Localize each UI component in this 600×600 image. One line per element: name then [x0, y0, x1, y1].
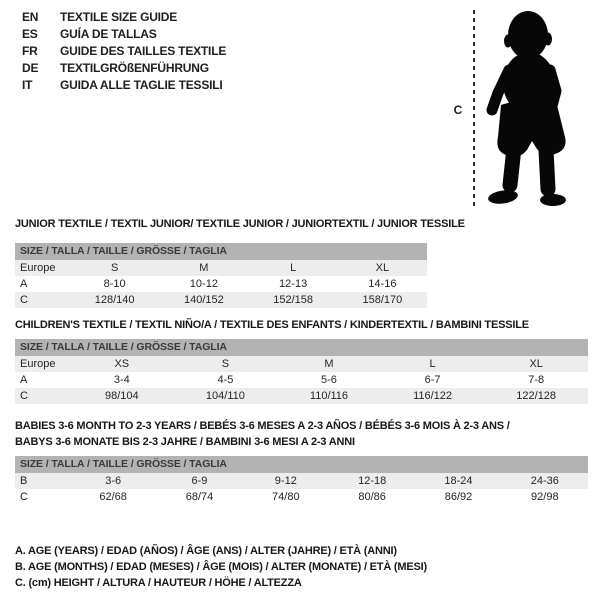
language-row — [22, 60, 226, 77]
babies-title-line-2: BABYS 3-6 MONATE BIS 2-3 JAHRE / BAMBINI 3-6 MESI A 2-3 ANNI — [15, 436, 355, 448]
age-value: 5-6 — [321, 374, 337, 386]
height-value: 74/80 — [272, 491, 300, 503]
height-value: 140/152 — [183, 294, 224, 306]
height-value: 158/170 — [362, 294, 403, 306]
table-row-europe — [15, 356, 588, 372]
table-row-age — [15, 276, 427, 292]
table-row-height — [15, 388, 588, 404]
table-row-height — [15, 292, 427, 308]
language-code: FR — [22, 44, 38, 58]
junior-table-title: JUNIOR TEXTILE / TEXTIL JUNIOR/ TEXTILE JUNIOR / JUNIORTEXTIL / JUNIOR TESSILE — [15, 218, 465, 230]
size-value: L — [429, 358, 436, 370]
row-label: A — [20, 374, 28, 386]
height-measure-dashed-line — [473, 10, 475, 207]
language-code: DE — [22, 61, 39, 75]
guide-title: GUIDA ALLE TAGLIE TESSILI — [60, 78, 223, 92]
age-value: 6-7 — [424, 374, 441, 386]
months-value: 18-24 — [444, 475, 473, 487]
guide-title: GUÍA DE TALLAS — [60, 27, 157, 41]
table-row-months — [15, 473, 588, 489]
row-label: C — [20, 294, 28, 306]
legend-footnotes — [15, 543, 427, 591]
row-label: C — [20, 491, 28, 503]
height-value: 80/86 — [358, 491, 386, 503]
language-code: EN — [22, 10, 39, 24]
language-code: ES — [22, 27, 38, 41]
height-value: 92/98 — [531, 491, 559, 503]
height-value: 110/116 — [309, 390, 349, 402]
language-row — [22, 77, 226, 94]
age-value: 14-16 — [368, 278, 397, 290]
table-row-europe — [15, 260, 427, 276]
height-value: 68/74 — [185, 491, 214, 503]
height-measure-label: C — [453, 103, 463, 117]
size-header-bar: SIZE / TALLA / TAILLE / GRÖSSE / TAGLIA — [15, 456, 588, 473]
baby-silhouette-icon — [484, 10, 574, 208]
height-value: 128/140 — [94, 294, 135, 306]
language-row — [22, 9, 226, 26]
children-size-table — [15, 339, 588, 404]
row-label: A — [20, 278, 28, 290]
size-value: XS — [114, 358, 130, 370]
size-value: S — [221, 358, 230, 370]
babies-table-title — [15, 418, 510, 450]
footnote-age-months: B. AGE (MONTHS) / EDAD (MESES) / ÂGE (MOIS) / ALTER (MONATE) / ETÀ (MESI) — [15, 561, 427, 573]
children-table-title: CHILDREN'S TEXTILE / TEXTIL NIÑO/A / TEXTILE DES ENFANTS / KINDERTEXTIL / BAMBINI TESSILE — [15, 319, 529, 331]
height-value: 104/110 — [205, 390, 245, 402]
size-value: L — [290, 262, 297, 274]
table-row-age — [15, 372, 588, 388]
size-value: M — [324, 358, 334, 370]
months-value: 24-36 — [530, 475, 559, 487]
months-value: 6-9 — [191, 475, 208, 487]
age-value: 10-12 — [189, 278, 218, 290]
guide-title: TEXTILE SIZE GUIDE — [60, 10, 178, 24]
guide-title: TEXTILGRÖßENFÜHRUNG — [60, 61, 209, 75]
height-value: 122/128 — [516, 390, 557, 402]
footnote-age-years: A. AGE (YEARS) / EDAD (AÑOS) / ÂGE (ANS) / ALTER (JAHRE) / ETÀ (ANNI) — [15, 545, 397, 557]
guide-title: GUIDE DES TAILLES TEXTILE — [60, 44, 227, 58]
height-value: 62/68 — [99, 491, 127, 503]
size-header-bar: SIZE / TALLA / TAILLE / GRÖSSE / TAGLIA — [15, 243, 427, 260]
size-value: M — [199, 262, 209, 274]
size-value: XL — [375, 262, 390, 274]
size-value: XL — [529, 358, 543, 370]
age-value: 3-4 — [113, 374, 130, 386]
height-value: 86/92 — [444, 491, 473, 503]
language-row — [22, 26, 226, 43]
row-label: C — [20, 390, 28, 402]
size-value: S — [110, 262, 119, 274]
footnote-height: C. (cm) HEIGHT / ALTURA / HAUTEUR / HÖHE / ALTEZZA — [15, 577, 302, 589]
height-value: 98/104 — [104, 390, 139, 402]
height-value: 116/122 — [413, 390, 453, 402]
language-guide — [22, 9, 226, 94]
height-value: 152/158 — [273, 294, 313, 306]
months-value: 3-6 — [105, 475, 122, 487]
months-value: 9-12 — [274, 475, 297, 487]
age-value: 4-5 — [217, 374, 234, 386]
language-code: IT — [22, 78, 33, 92]
months-value: 12-18 — [358, 475, 387, 487]
row-label: Europe — [20, 358, 56, 370]
row-label: Europe — [20, 262, 56, 274]
age-value: 12-13 — [279, 278, 308, 290]
size-header-bar: SIZE / TALLA / TAILLE / GRÖSSE / TAGLIA — [15, 339, 588, 356]
row-label: B — [20, 475, 28, 487]
table-row-height — [15, 489, 588, 505]
babies-size-table — [15, 456, 588, 505]
age-value: 7-8 — [528, 374, 545, 386]
babies-title-line-1: BABIES 3-6 MONTH TO 2-3 YEARS / BEBÉS 3-6 MESES A 2-3 AÑOS / BÉBÉS 3-6 MOIS À 2-3 ANS / — [15, 420, 510, 432]
junior-size-table — [15, 243, 427, 308]
age-value: 8-10 — [103, 278, 126, 290]
language-row — [22, 43, 226, 60]
